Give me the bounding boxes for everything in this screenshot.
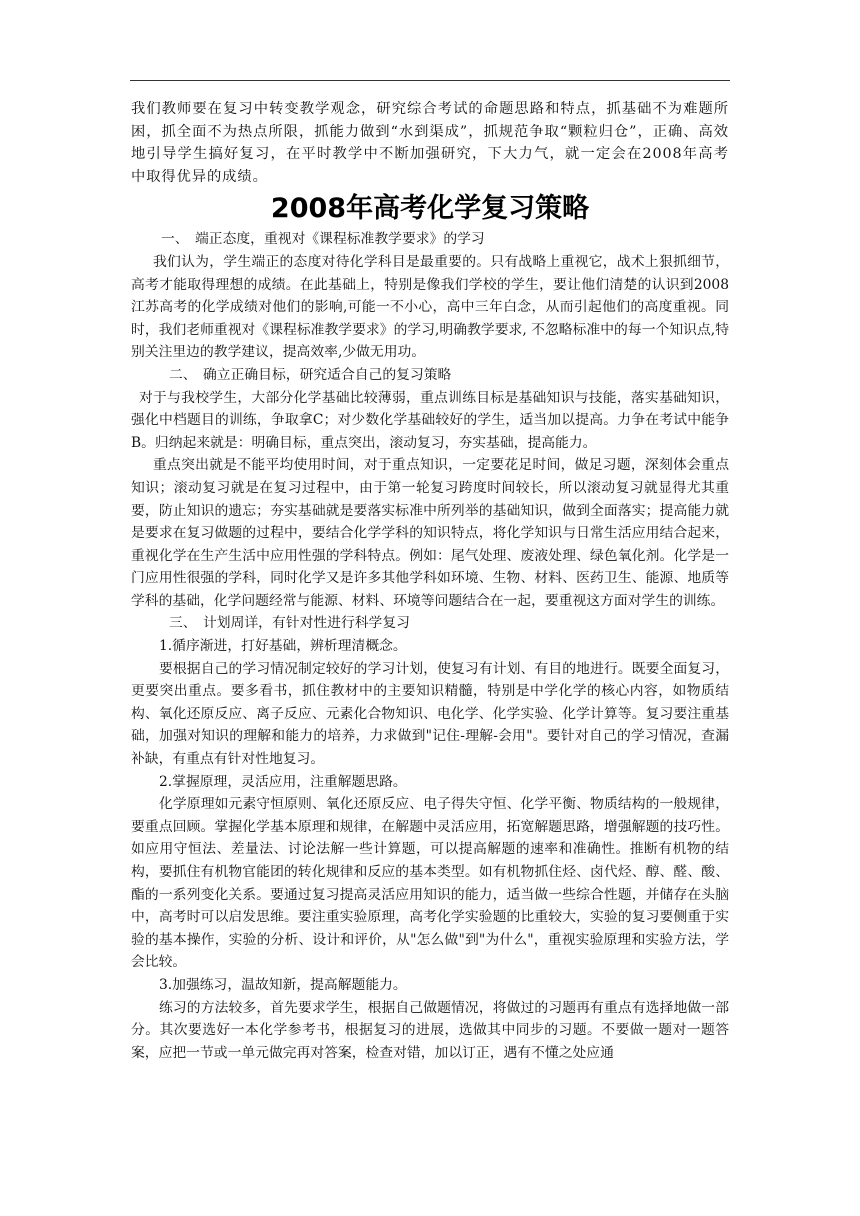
subsection-paragraph-2: 化学原理如元素守恒原则、氧化还原反应、电子得失守恒、化学平衡、物质结构的一般规律，要重点回顾。掌握化学基本原理和规律，在解题中灵活应用，拓宽解题思路，增强解题的技巧性。如应用守恒法、差量法、讨论法解一些计算题，可以提高解题的速率和准确性。推断有机物的结构，要抓住有机物官能团的转化规律和反应的基本类型。如有机物抓住烃、卤代烃、醇、醛、酸、酯的一系列变化关系。要通过复习提高灵活应用知识的能力，适当做一些综合性题，并储存在头脑中，高考时可以启发思维。要注重实验原理，高考化学实验题的比重较大，实验的复习要侧重于实验的基本操作，实验的分析、设计和评价，从"怎么做"到"为什么"，重视实验原理和实验方法，学会比较。	[131, 796, 729, 971]
subsection-title-2: 2.掌握原理，灵活应用，注重解题思路。	[159, 773, 407, 790]
subsection-paragraph-1: 要根据自己的学习情况制定较好的学习计划，使复习有计划、有目的地进行。既要全面复习，更要突出重点。要多看书，抓住教材中的主要知识精髓，特别是中学化学的核心内容，如物质结构、氧化还原反应、离子反应、元素化合物知识、电化学、化学实验、化学计算等。复习要注重基础，加强对知识的理解和能力的培养，力求做到"记住-理解-会用"。要针对自己的学习情况，查漏补缺，有重点有针对性地复习。	[131, 660, 729, 768]
section-heading-3	[131, 612, 729, 635]
section2-paragraph-2: 重点突出就是不能平均使用时间，对于重点知识，一定要花足时间，做足习题，深刻体会重点知识；滚动复习就是在复习过程中，由于第一轮复习跨度时间较长，所以滚动复习就显得尤其重要，防止知识的遗忘；夯实基础就是要落实标准中所列举的基础知识，做到全面落实；提高能力就是要求在复习做题的过程中，要结合化学学科的知识特点，将化学知识与日常生活应用结合起来，重视化学在生产生活中应用性强的学科特点。例如：尾气处理、废液处理、绿色氧化剂。化学是一门应用性很强的学科，同时化学又是许多其他学科如环境、生物、材料、医药卫生、能源、地质等学科的基础，化学问题经常与能源、材料、环境等问题结合在一起，要重视这方面对学生的训练。	[131, 457, 729, 609]
subsection-title-3: 3.加强练习，温故知新，提高解题能力。	[159, 976, 407, 993]
subsection-title-1: 1.循序渐进，打好基础，辨析理清概念。	[159, 638, 407, 655]
section-heading-1	[131, 228, 729, 251]
header-rule	[130, 80, 730, 81]
document-title: 2008年高考化学复习策略	[270, 193, 590, 225]
section-heading-text-2: 确立正确目标，研究适合自己的复习策略	[203, 366, 452, 383]
section-heading-2	[131, 364, 729, 387]
section-number-2: 二、	[169, 366, 197, 383]
intro-paragraph: 我们教师要在复习中转变教学观念，研究综合考试的命题思路和特点，抓基础不为难题所困，抓全面不为热点所限，抓能力做到“水到渠成”，抓规范争取“颗粒归仓”，正确、高效地引导学生搞好复习，在平时教学中不断加强研究，下大力气，就一定会在2008年高考中取得优异的成绩。	[131, 101, 729, 185]
section-number-3: 三、	[169, 615, 197, 632]
subsection-paragraph-3: 练习的方法较多，首先要求学生，根据自己做题情况，将做过的习题再有重点有选择地做一部分。其次要选好一本化学参考书，根据复习的进展，选做其中同步的习题。不要做一题对一题答案，应把一节或一单元做完再对答案，检查对错，加以订正，遇有不懂之处应通	[131, 999, 729, 1061]
section1-paragraph-1: 我们认为，学生端正的态度对待化学科目是最重要的。只有战略上重视它，战术上狠抓细节，高考才能取得理想的成绩。在此基础上，特别是像我们学校的学生，要让他们清楚的认识到2008江苏高考的化学成绩对他们的影响,可能一不小心，高中三年白念，从而引起他们的高度重视。同时，我们老师重视对《课程标准教学要求》的学习,明确教学要求, 不忽略标准中的每一个知识点,特别关注里边的教学建议，提高效率,少做无用功。	[131, 253, 729, 361]
section-heading-text-3: 计划周详，有针对性进行科学复习	[203, 615, 410, 632]
section2-paragraph-1: 对于与我校学生，大部分化学基础比较薄弱，重点训练目标是基础知识与技能，落实基础知识，强化中档题目的训练，争取拿C；对少数化学基础较好的学生，适当加以提高。力争在考试中能争B。归纳起来就是：明确目标，重点突出，滚动复习，夯实基础，提高能力。	[131, 389, 729, 451]
section-heading-text-1: 端正态度，重视对《课程标准教学要求》的学习	[195, 231, 485, 248]
section-number-1: 一、	[161, 231, 189, 248]
document-page	[131, 98, 729, 1064]
